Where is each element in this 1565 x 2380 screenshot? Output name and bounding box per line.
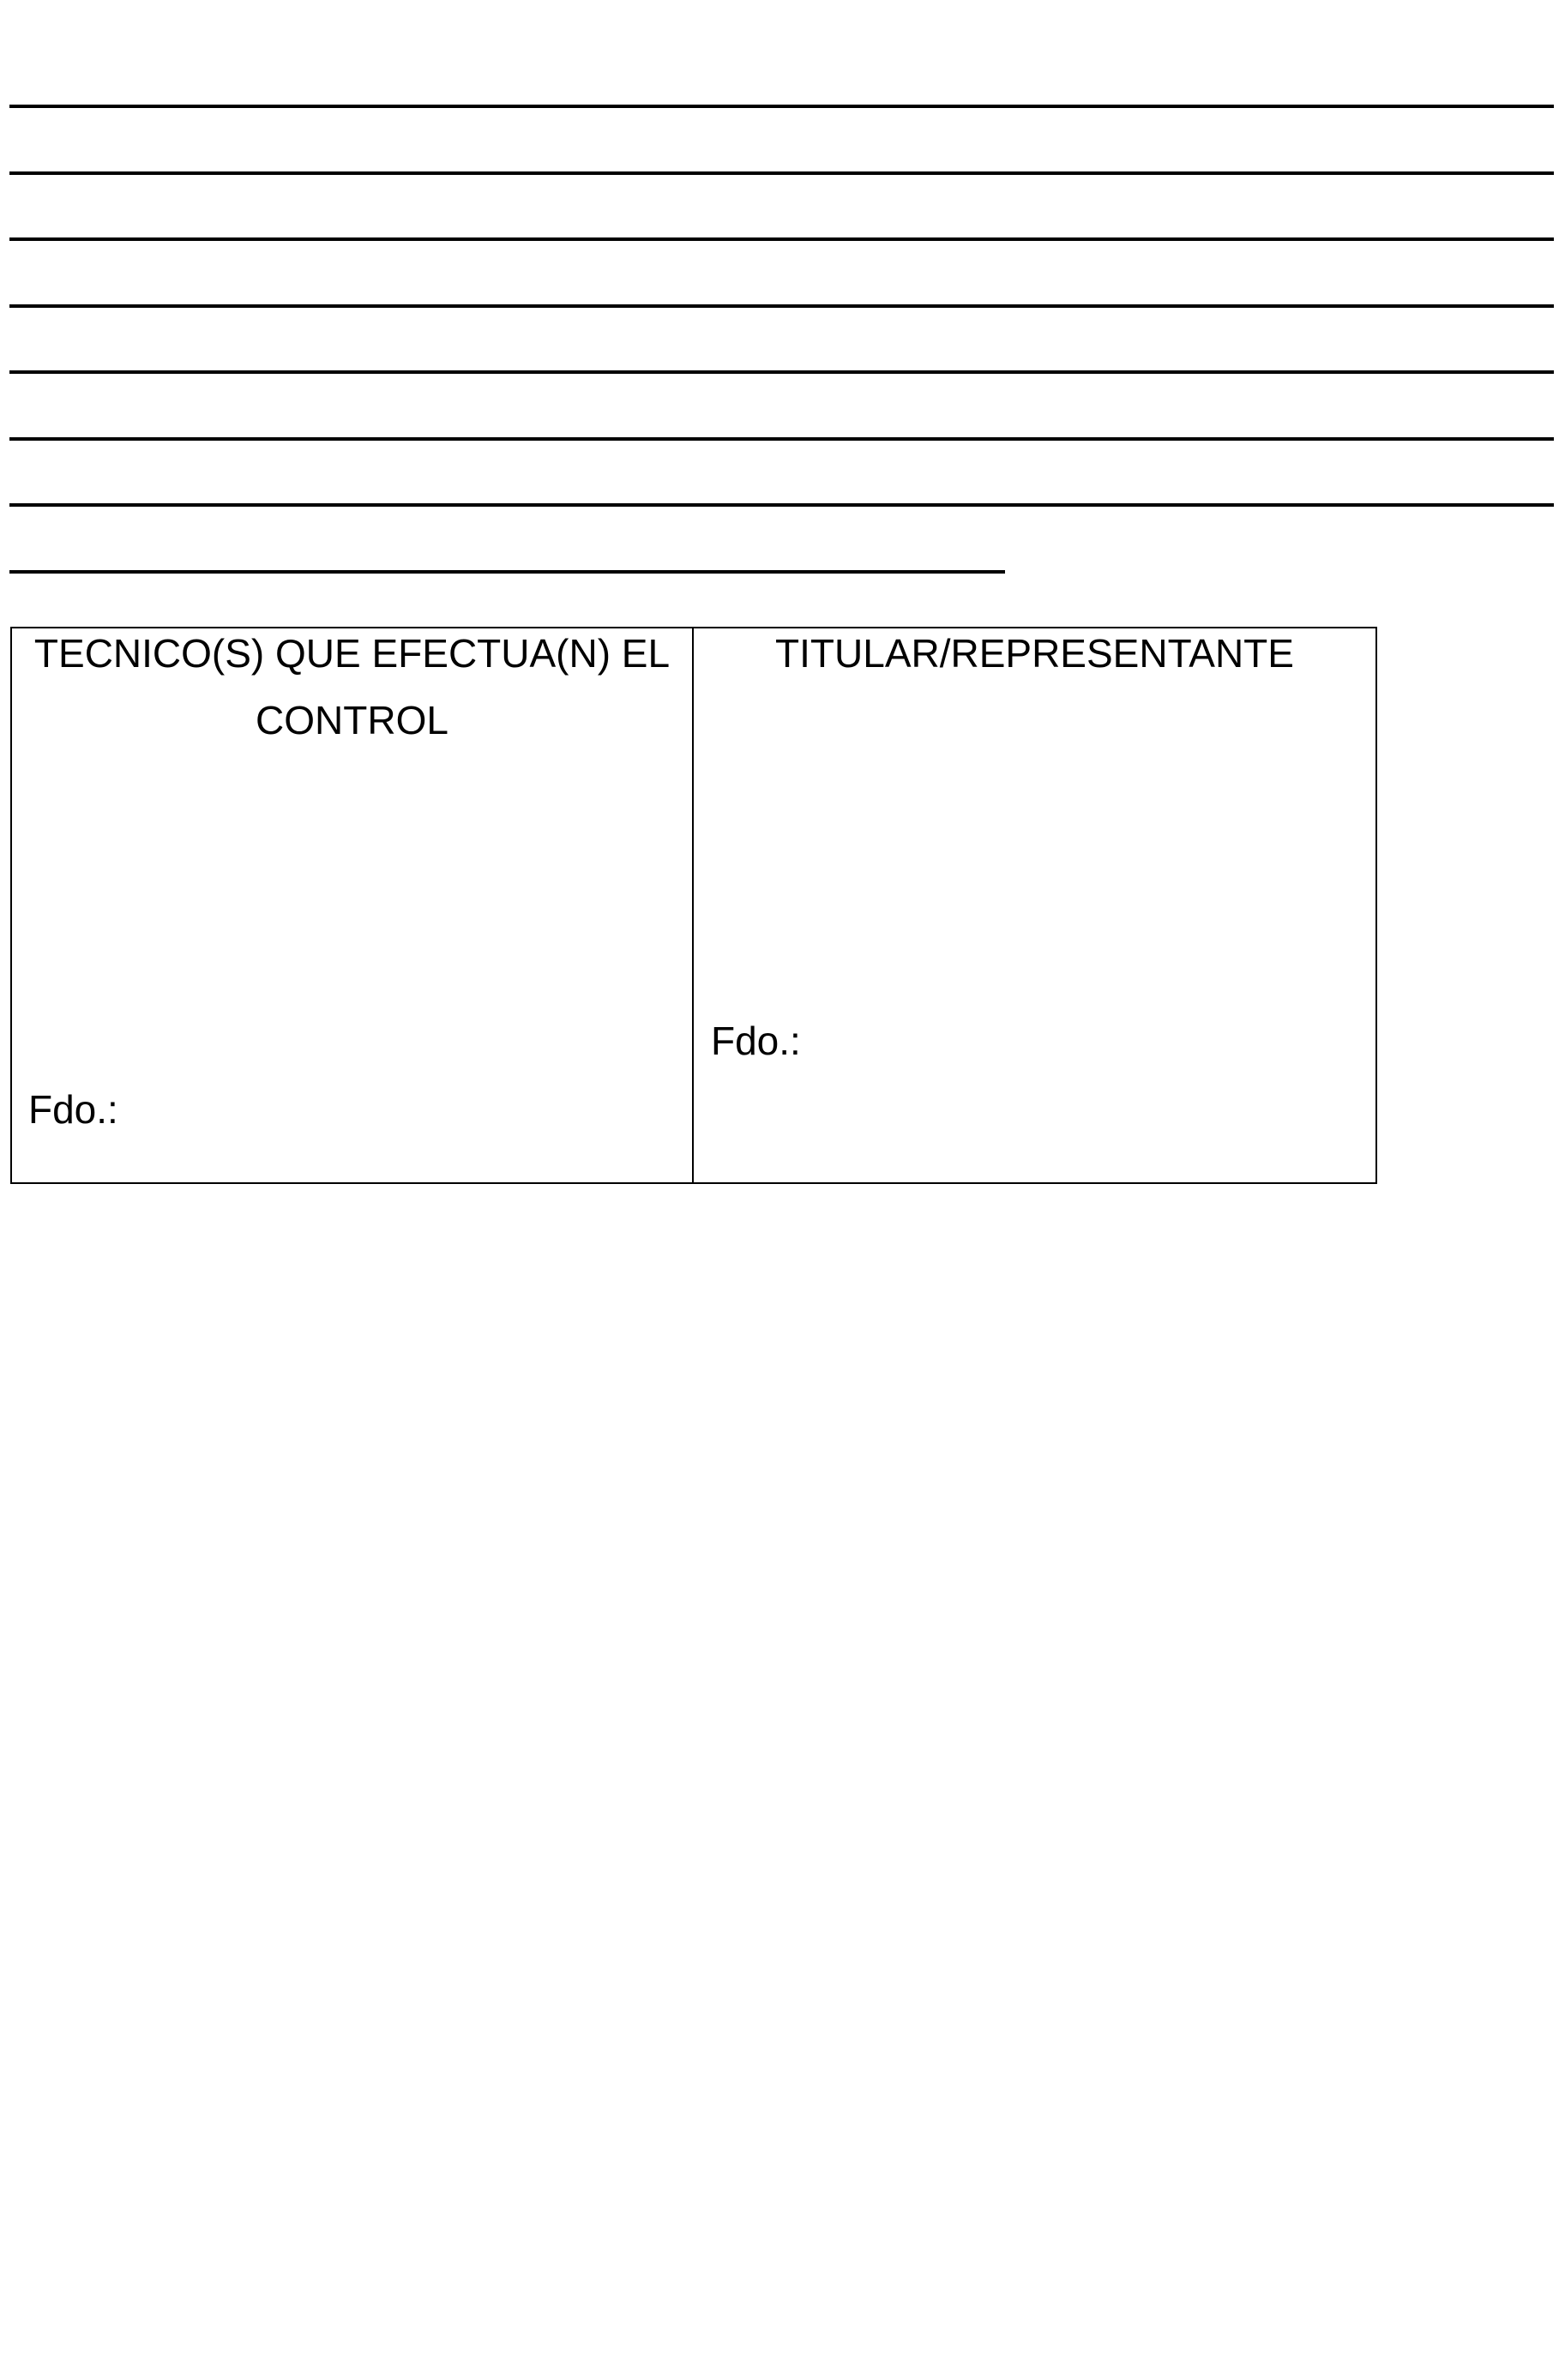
blank-rule-line xyxy=(9,437,1554,441)
blank-rule-line xyxy=(9,171,1554,175)
table-column-divider xyxy=(692,628,694,1182)
blank-rule-line xyxy=(9,370,1554,374)
left-cell-signature-label: Fdo.: xyxy=(28,1087,118,1132)
right-cell-title: TITULAR/REPRESENTANTE xyxy=(775,631,1294,676)
blank-rule-line xyxy=(9,105,1554,108)
blank-rule-line-short xyxy=(9,570,1005,574)
right-cell-signature-label: Fdo.: xyxy=(711,1019,801,1063)
left-cell-title-line1: TECNICO(S) QUE EFECTUA(N) EL xyxy=(33,631,671,676)
blank-rule-line xyxy=(9,304,1554,308)
blank-rule-line xyxy=(9,237,1554,241)
blank-rule-line xyxy=(9,503,1554,507)
left-cell-title-line2: CONTROL xyxy=(256,698,448,742)
signature-table xyxy=(10,627,1377,1184)
